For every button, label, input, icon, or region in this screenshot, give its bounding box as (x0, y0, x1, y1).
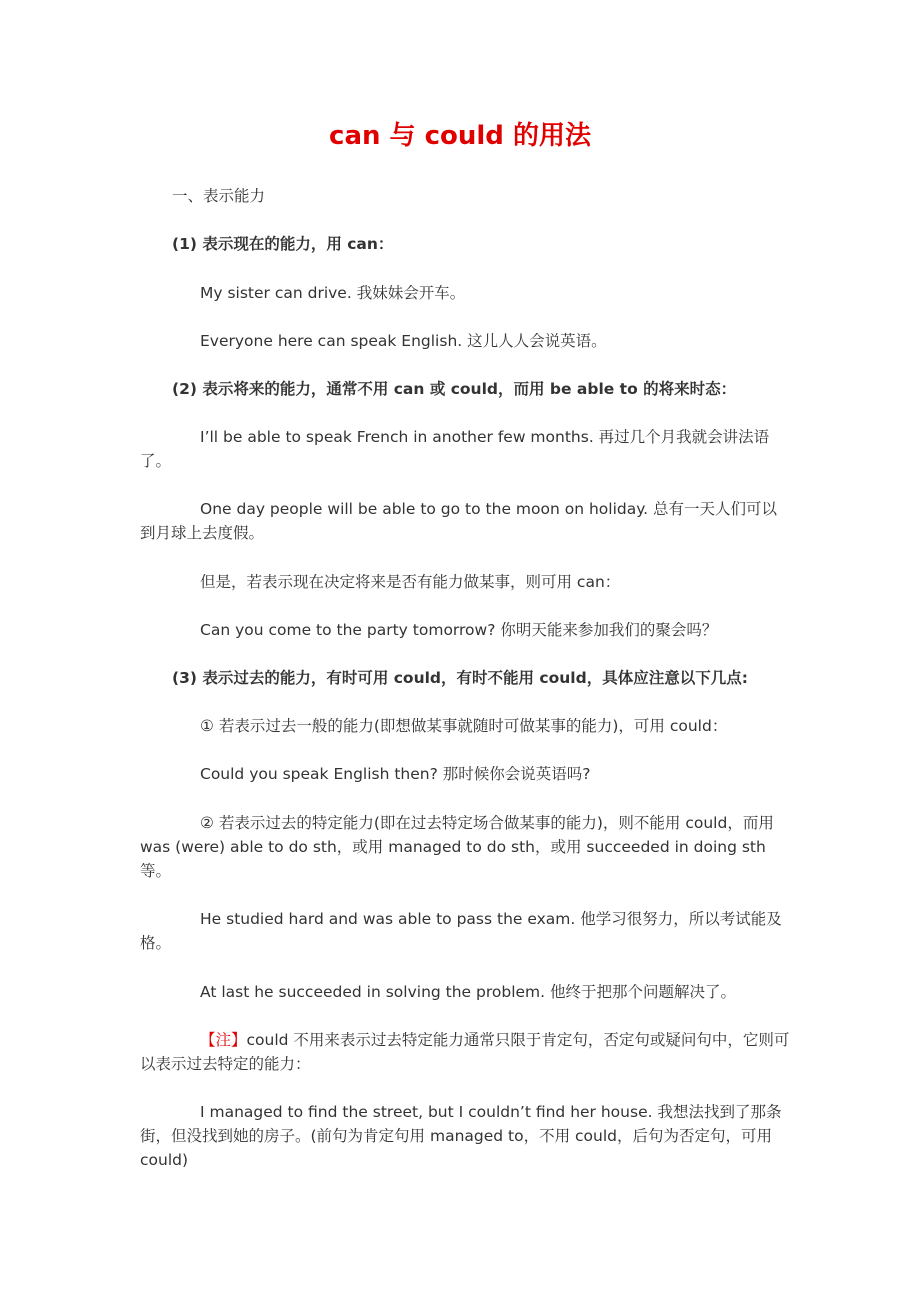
example-sentence: Everyone here can speak English. 这儿人人会说英语。 (200, 332, 607, 350)
note-tag: 【注】 (200, 1031, 247, 1049)
usage-note: 但是，若表示现在决定将来是否有能力做某事，则可用 can： (200, 573, 621, 591)
note-text: could 不用来表示过去特定能力通常只限于肯定句，否定句或疑问句中，它则可以表示过去特定的能力： (140, 1031, 790, 1073)
page-title: can 与 could 的用法 (329, 121, 591, 151)
example-sentence: My sister can drive. 我妹妹会开车。 (200, 284, 466, 302)
example-sentence: He studied hard and was able to pass the exam. 他学习很努力，所以考试能及格。 (140, 910, 782, 952)
example-sentence: Could you speak English then? 那时候你会说英语吗? (200, 765, 591, 783)
numbered-point: ② 若表示过去的特定能力(即在过去特定场合做某事的能力)，则不能用 could，而用 was (were) able to do sth，或用 managed to do sth，或用 succeeded in doing sth 等。 (140, 814, 774, 880)
section-heading: 一、表示能力 (172, 187, 266, 205)
subsection-heading-1: (1) 表示现在的能力，用 can： (172, 235, 394, 253)
subsection-heading-2: (2) 表示将来的能力，通常不用 can 或 could，而用 be able to 的将来时态： (172, 380, 737, 398)
numbered-point: ① 若表示过去一般的能力(即想做某事就随时可做某事的能力)，可用 could： (200, 717, 728, 735)
example-sentence: At last he succeeded in solving the problem. 他终于把那个问题解决了。 (200, 983, 737, 1001)
subsection-heading-3: (3) 表示过去的能力，有时可用 could，有时不能用 could，具体应注意以下几点: (172, 669, 748, 687)
example-sentence: One day people will be able to go to the moon on holiday. 总有一天人们可以到月球上去度假。 (140, 500, 778, 542)
example-sentence: Can you come to the party tomorrow? 你明天能来参加我们的聚会吗？ (200, 621, 718, 639)
example-sentence: I managed to find the street, but I couldn’t find her house. 我想法找到了那条街，但没找到她的房子。(前句为肯定句用 managed to，不用 could，后句为否定句，可用 could) (140, 1103, 782, 1169)
example-sentence: I’ll be able to speak French in another few months. 再过几个月我就会讲法语了。 (140, 428, 770, 470)
usage-note (140, 1028, 790, 1076)
